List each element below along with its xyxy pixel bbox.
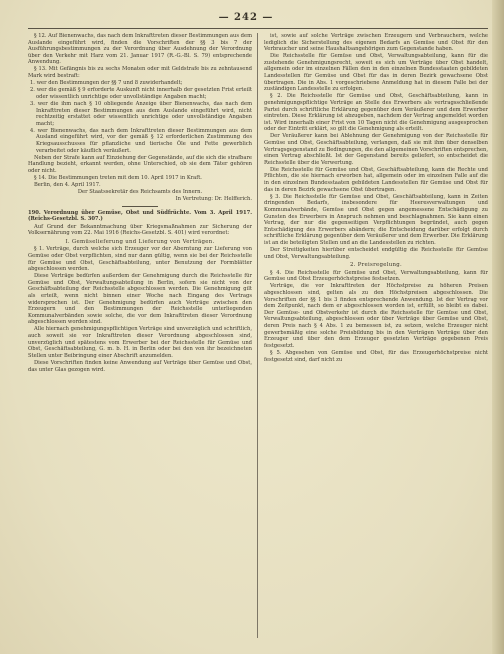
page-edge <box>492 0 504 654</box>
paragraph: Alle hiernach genehmigungspflichtigen Verträge sind unverzüglich und schriftlich, auch soweit sie vor Inkrafttreten dieser Verordnung abgeschlossen sind, unverzüglich und spätestens vom Erwerber bei der Reichsstelle für Gemüse und Obst, Geschäftsabteilung, G. m. b. H. in Berlin oder bei den von ihr bezeichneten Stellen unter Beibringung einer Abschrift anzumelden. <box>28 326 252 359</box>
list-item: 1. wer den Bestimmungen der §§ 7 und 8 zuwiderhandelt; <box>30 80 183 87</box>
paragraph: § 12. Auf Bienenwachs, das nach dem Inkrafttreten dieser Bestimmungen aus dem Auslande eingeführt wird, finden die Vorschriften der §§ 3 bis 7 der Ausführungsbestimmungen zu der Verordnung über Ausdehnung der Verordnung über den Verkehr mit Harz vom 21. Januar 1917 (R.-G.-Bl. S. 79) entsprechende Anwendung. <box>28 33 252 66</box>
paragraph: § 3. Die Reichsstelle für Gemüse und Obst, Geschäftsabteilung, kann in Zeiten dringenden Bedarfs, insbesondere für Heeresverwaltungen und Kommunalverbände, Gemüse und Obst gegen angemessene Entschädigung zu Gunsten des Erwerbers in Anspruch nehmen und beschlagnahmen. Sie kann einen Vertrag, der nur die gegenseitigen Verpflichtungen begründet, auch gegen Entschädigung des Erwerbers abändern; die Entscheidung darüber erfolgt durch schriftliche Erklärung gegenüber dem Veräußerer und dem Erwerber. Die Erklärung ist an die beteiligten Stellen und an die Landesstellen zu richten. <box>264 193 488 246</box>
paragraph: Diese Vorschriften finden keine Anwendung auf Verträge über Gemüse und Obst, das unter Glas gezogen wird. <box>28 359 252 373</box>
paragraph: § 4. Die Reichsstelle für Gemüse und Obst, Verwaltungsabteilung, kann für Gemüse und Obst Erzeugerhöchstpreise festsetzen. <box>264 269 488 283</box>
paragraph: § 14. Die Bestimmungen treten mit dem 10. April 1917 in Kraft. <box>34 174 202 181</box>
paragraph: § 5. Abgesehen von Gemüse und Obst, für das Erzeugerhöchstpreise nicht festgesetzt sind, darf nicht zu <box>264 349 488 363</box>
right-column <box>264 33 488 641</box>
paragraph: Berlin, den 4. April 1917. <box>34 182 101 189</box>
left-column <box>28 33 252 641</box>
signature: In Vertretung: Dr. Helfferich. <box>175 196 252 203</box>
list-item: 4. wer Bienenwachs, das nach dem Inkrafttreten dieser Bestimmungen aus dem Ausland eingeführt wird, vor der gemäß § 12 erforderlichen Zustimmung des Kriegsausschusses für pflanzliche und tierische Öle und Fette gewerblich verarbeitet oder käuflich veräußert. <box>30 127 252 154</box>
paragraph: Der Staatssekretär des Reichsamts des Innern. <box>77 189 203 196</box>
page-number: — 242 — <box>218 12 274 23</box>
list-item: 3. wer die ihm nach § 10 obliegende Anzeige über Bienenwachs, das nach dem Inkrafttreten dieser Bestimmungen aus dem Auslande eingeführt wird, nicht rechtzeitig erstattet oder wissentlich unrichtige oder unvollständige Angaben macht; <box>30 100 252 127</box>
paragraph: ist, sowie auf solche Verträge zwischen Erzeugern und Verbrauchern, welche lediglich die Sicherstellung des eigenen Bedarfs an Gemüse und Obst für den Verbraucher und seine Haushaltsangehörigen zum Gegenstande haben. <box>264 33 488 53</box>
paragraph: Neben der Strafe kann auf Einziehung der Gegenstände, auf die sich die strafbare Handlung bezieht, erkannt werden, ohne Unterschied, ob sie dem Täter gehören oder nicht. <box>28 154 252 174</box>
paragraph: Der Streitigkeiten hierüber entscheidet endgültig die Reichsstelle für Gemüse und Obst, Verwaltungsabteilung. <box>264 247 488 260</box>
paragraph: Der Veräußerer kann bei Ablehnung der Genehmigung von der Reichsstelle für Gemüse und Obst, Geschäftsabteilung, verlangen, daß sie mit ihm über denselben Vertragsgegenstand zu Bedingungen, die den allgemeinen Vorschriften entsprechen, einen Vertrag abschließt. Ist der Gegenstand bereits geliefert, so entscheidet die Reichsstelle über die Verwertung. <box>264 133 488 166</box>
paragraph: Die Reichsstelle für Gemüse und Obst, Verwaltungsabteilung, kann für die zustehende Genehmigungsrecht, soweit es sich um Verträge über Obst handelt, allgemein oder im einzelnen Fällen den in den einzelnen Bundesstaaten gebildeten Landesstellen für Gemüse und Obst für das in deren Bezirk gewachsene Obst übertragen. Die in Abs. 1 vorgeschriebene Anmeldung hat in diesem Falle bei der zuständigen Landesstelle zu erfolgen. <box>264 53 488 93</box>
section-rule <box>122 206 158 207</box>
paragraph: Die Reichsstelle für Gemüse und Obst, Geschäftsabteilung, kann die Rechte und Pflichten, die sie hiernach erworben hat, allgemein oder im einzelnen Falle auf die in den einzelnen Bundesstaaten gebildeten Landesstellen für Gemüse und Obst für das in deren Bezirk gewachsene Obst übertragen. <box>264 166 488 193</box>
paragraph: Verträge, die vor Inkrafttreten der Höchstpreise zu höheren Preisen abgeschlossen sind, gelten als zu den Höchstpreisen abgeschlossen. Die Vorschriften der §§ 1 bis 3 finden entsprechende Anwendung. Ist der Vertrag vor dem Zeitpunkt, nach dem er abgeschlossen worden ist, erfüllt, so bleibt es dabei. Der Gemüse- und Obstverkehr ist durch die Reichsstelle für Gemüse und Obst, Verwaltungsabteilung, abgeschlossen oder über Verträge über Gemüse und Obst, deren Preis nach § 4 Abs. 1 zu bemessen ist, zu setzen, welche Erzeuger nicht gewerbsmäßig eine solche Preisbildung bis in den Verträgen Verträge über den Erzeuger und über den dem Erzeuger gesetzten Verträge gegebenen Preis festgesetzt. <box>264 283 488 349</box>
decree-title: 190. Verordnung über Gemüse, Obst und Südfrüchte. Vom 3. April 1917. (Reichs-Gesetzbl. S. 307.) <box>28 209 252 223</box>
section-heading: 2. Preisregelung. <box>349 262 403 269</box>
section-heading: I. Gemüselieferung und Lieferung von Verträgen. <box>65 238 215 245</box>
paragraph: § 2. Die Reichsstelle für Gemüse und Obst, Geschäftsabteilung, kann in genehmigungspflichtige Verträge an Stelle des Erwerbers als vertragsschließende Partei durch schriftliche Erklärung gegenüber dem Veräußerer und dem Erwerber eintreten. Diese Erklärung ist abzugeben, nachdem der Vertrag angemeldet worden ist. Wird innerhalb einer Frist von 10 Tagen nicht die Genehmigung ausgesprochen oder der Eintritt erklärt, so gilt die Genehmigung als erteilt. <box>264 93 488 133</box>
column-divider <box>257 33 258 638</box>
paragraph: § 13. Mit Gefängnis bis zu sechs Monaten oder mit Geldstrafe bis zu zehntausend Mark wird bestraft: <box>28 66 252 80</box>
list-item: 2. wer die gemäß § 9 erforderte Auskunft nicht innerhalb der gesetzten Frist erteilt oder wissentlich unrichtige oder unvollständige Angaben macht; <box>30 87 252 100</box>
header-rule <box>28 28 488 29</box>
paragraph: § 1. Verträge, durch welche sich Erzeuger vor der Aberntung zur Lieferung von Gemüse oder Obst verpflichten, sind nur dann gültig, wenn sie bei der Reichsstelle für Gemüse und Obst, Geschäftsabteilung, unter Benutzung der Formblätter abgeschlossen werden. <box>28 246 252 273</box>
paragraph: Auf Grund der Bekanntmachung über Kriegsmaßnahmen zur Sicherung der Volksernährung vom 22. Mai 1916 (Reichs-Gesetzbl. S. 401) wird verordnet: <box>28 223 252 237</box>
paragraph: Diese Verträge bedürfen außerdem der Genehmigung durch die Reichsstelle für Gemüse und Obst, Verwaltungsabteilung in Berlin, sofern sie nicht von der Geschäftsabteilung der Reichsstelle abgeschlossen werden. Die Genehmigung gilt als erteilt, wenn nicht binnen einer Woche nach Eingang des Vertrags widersprochen ist. Der Genehmigung bedürfen auch Verträge zwischen den Erzeugern und den Bestimmungen der Reichsstelle unterliegenden Kommunalverbänden sowie solche, die vor dem Inkrafttreten dieser Verordnung abgeschlossen worden sind. <box>28 273 252 326</box>
